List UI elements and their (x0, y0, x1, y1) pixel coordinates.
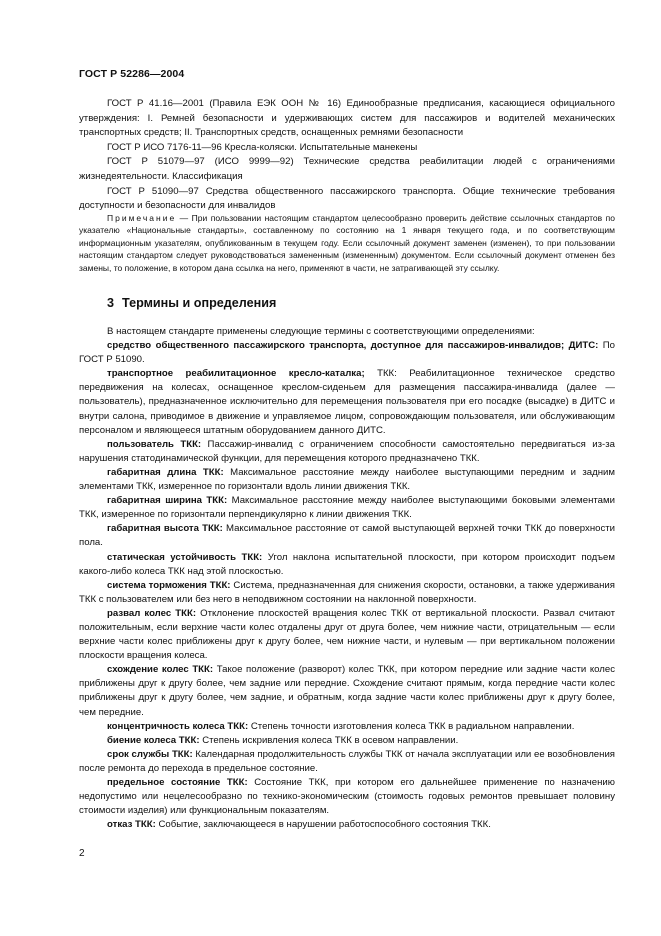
note-block (79, 212, 615, 274)
term-definition: Степень искривления колеса ТКК в осевом направлении. (199, 734, 459, 746)
term-name: концентричность колеса ТКК: (107, 720, 249, 732)
term-definition: Система, предназначенная для снижения скорости, остановки, а также удерживания ТКК с пользователем или без него в неподвижном состоянии на наклонной поверхности. (79, 579, 615, 605)
reference-item: ГОСТ Р 51090—97 Средства общественного пассажирского транспорта. Общие технические требования доступности и безопасности для инвалидов (79, 185, 615, 212)
term-name: отказ ТКК: (107, 819, 156, 831)
term-entry (79, 734, 615, 748)
term-definition: Максимальное расстояние между наиболее выступающими боковыми элементами ТКК, измеренное по горизонтали перпендикулярно к линии движения ТКК. (79, 495, 615, 521)
term-entry (79, 494, 615, 522)
term-name: предельное состояние ТКК: (107, 777, 248, 788)
term-entry (79, 663, 615, 719)
term-entry (79, 776, 615, 818)
term-definition: Событие, заключающееся в нарушении работоспособного состояния ТКК. (155, 819, 491, 831)
term-definition: Пассажир-инвалид с ограничением способности самостоятельно передвигаться из-за нарушения статодинамической функции, для перемещения которого предназначено ТКК. (79, 438, 615, 464)
note-label: Примечание (107, 213, 177, 223)
term-name: биение колеса ТКК: (107, 734, 200, 746)
reference-item: ГОСТ Р ИСО 7176-11—96 Кресла-коляски. Испытательные манекены (107, 141, 418, 153)
section-number: 3 (107, 296, 115, 310)
term-definition: Максимальное расстояние от самой выступающей верхней точки ТКК до поверхности пола. (79, 523, 615, 549)
term-entry (79, 579, 615, 607)
term-entry (79, 720, 615, 734)
term-entry (79, 367, 615, 437)
term-name: габаритная длина ТКК: (107, 466, 224, 478)
term-name: габаритная ширина ТКК: (107, 495, 228, 507)
references-list (79, 97, 615, 214)
term-definition: Такое положение (разворот) колес ТКК, при котором передние или задние части колес приближены друг к другу более, чем задние или передние. Схождение считают прямым, когда передние части колес приближены друг к другу более, чем задние, и обратным, когда задние части колес приближены друг к другу более, чем передние. (79, 664, 616, 718)
term-definition: ТКК: Реабилитационное техническое средство передвижения на колесах, оснащенное креслом-сиденьем для размещения пассажира-инвалида (далее — пользователь), предназначенное исключительно для перемещения пользователя при его посадке (высадке) в ДИТС и внутри салона, приводимое в движение и управляемое лицом, сопровождающим пользователя, или обслуживающим персоналом и являющееся штатным оборудованием данного ДИТС. (79, 368, 615, 436)
page-number: 2 (79, 848, 85, 859)
note-paragraph (79, 212, 615, 274)
term-name: статическая устойчивость ТКК: (107, 551, 263, 563)
terms-list (79, 325, 615, 832)
term-definition: Отклонение плоскостей вращения колес ТКК от вертикальной плоскости. Развал считают положительным, если верхние части колес отдалены друг от друга более, чем нижние части, отрицательным — если верхние части колес приближены друг к другу более, чем нижние части, и нулевым — при вертикальном положении плоскости вращения колеса. (79, 607, 615, 662)
term-definition: По ГОСТ Р 51090. (79, 340, 615, 366)
reference-item: ГОСТ Р 51079—97 (ИСО 9999—92) Технические средства реабилитации людей с ограничениями жизнедеятельности. Классификация (79, 156, 615, 182)
term-entry (79, 748, 615, 776)
term-definition: Степень точности изготовления колеса ТКК в радиальном направлении. (248, 720, 575, 732)
term-entry (79, 438, 615, 466)
intro-paragraph: В настоящем стандарте применены следующие термины с соответствующими определениями: (107, 326, 535, 337)
page-header-standard-id: ГОСТ Р 52286—2004 (79, 68, 185, 80)
term-entry (79, 551, 615, 579)
term-name: пользователь ТКК: (107, 438, 202, 450)
reference-item: ГОСТ Р 41.16—2001 (Правила ЕЭК ООН № 16) Единообразные предписания, касающиеся официального утверждения: I. Ремней безопасности и удерживающих систем для пассажиров и водителей механических транспортных средств; II. Транспортных средств, оснащенных ремнями безопасности (79, 98, 615, 139)
term-name: развал колес ТКК: (107, 607, 197, 619)
term-name: срок службы ТКК: (107, 748, 193, 760)
term-definition: Угол наклона испытательной плоскости, при котором происходит подъем какого-либо колеса ТКК над этой плоскостью. (79, 551, 615, 577)
term-name: габаритная высота ТКК: (107, 523, 223, 535)
term-name: средство общественного пассажирского транспорта, доступное для пассажиров-инвалидов; ДИТС: (107, 340, 599, 352)
term-entry (79, 466, 615, 494)
term-entry (79, 339, 615, 367)
term-entry (79, 607, 615, 663)
term-name: транспортное реабилитационное кресло-каталка; (107, 368, 365, 380)
term-entry (79, 818, 615, 832)
section-heading (107, 296, 276, 310)
note-text: — При пользовании настоящим стандартом целесообразно проверить действие ссылочных стандартов по указателю «Национальные стандарты», составленному по состоянию на 1 января текущего года, и по соответствующим информационным указателям, опубликованным в текущем году. Если ссылочный документ заменен (изменен), то при пользовании настоящим стандартом следует руководствоваться замененным (измененным) документом. Если ссылочный документ отменен без замены, то положение, в котором дана ссылка на него, применяют в части, не затрагивающей эту ссылку. (79, 213, 615, 273)
term-name: схождение колес ТКК: (107, 664, 214, 676)
term-name: система торможения ТКК: (107, 579, 231, 591)
term-definition: Состояние ТКК, при котором его дальнейшее применение по назначению недопустимо или нецелесообразно по технико-экономическим (стоимость годовых ремонтов превышает половину стоимости изделия) или функциональным показателям. (79, 777, 615, 817)
term-definition: Максимальное расстояние между наиболее выступающими передним и задним элементами ТКК, измеренное по горизонтали вдоль линии движения ТКК. (79, 466, 615, 493)
term-entry (79, 522, 615, 550)
section-title: Термины и определения (122, 296, 277, 310)
term-definition: Календарная продолжительность службы ТКК от начала эксплуатации или ее возобновления после ремонта до перехода в предельное состояние. (79, 748, 615, 774)
